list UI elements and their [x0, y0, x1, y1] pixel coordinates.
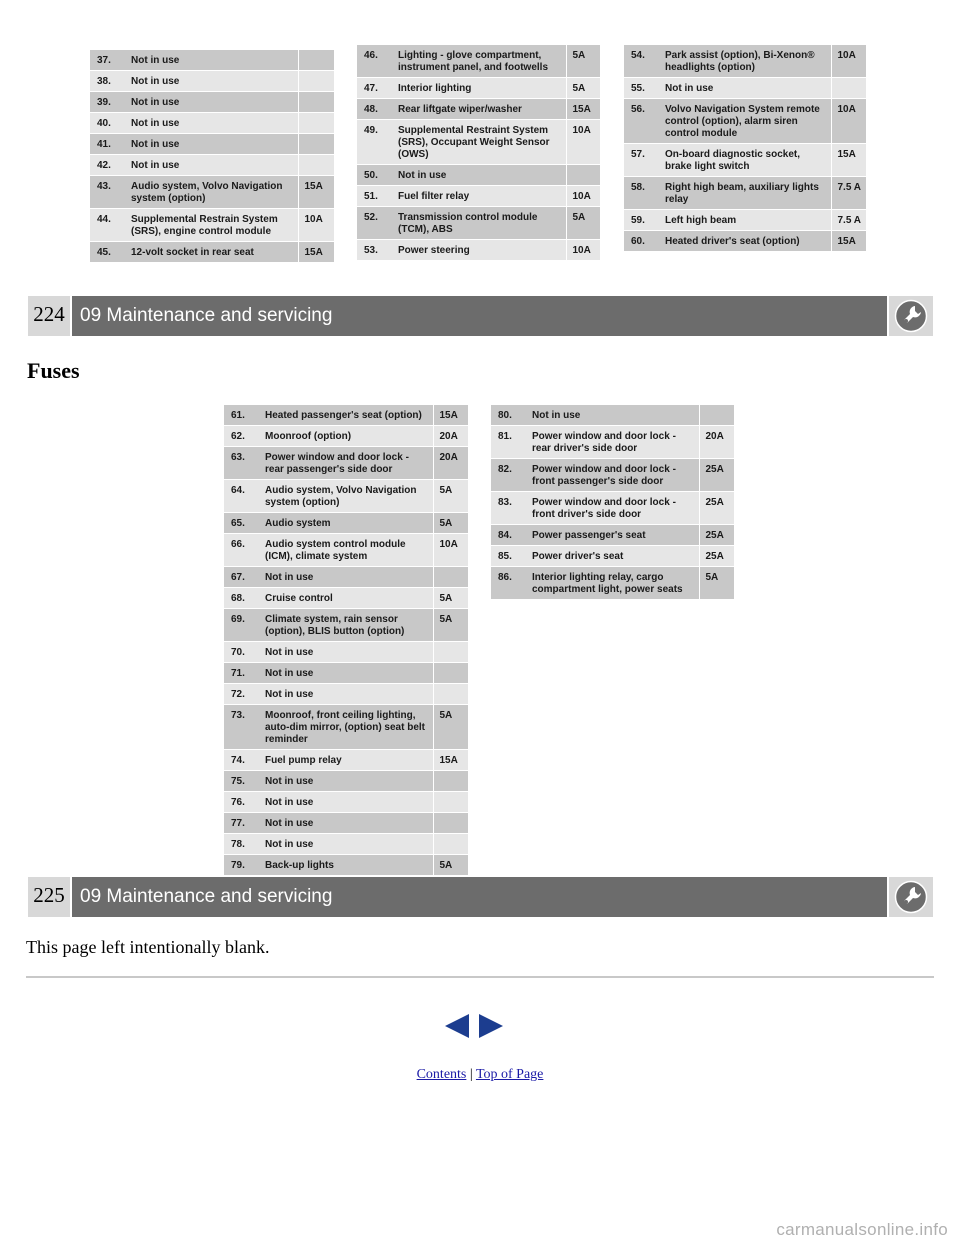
fuse-number: 61.	[224, 405, 265, 426]
fuse-amperage: 5A	[699, 567, 734, 600]
fuse-table-46-53	[357, 45, 600, 261]
fuse-amperage: 15A	[831, 144, 866, 177]
fuse-description: Supplemental Restraint System (SRS), Occupant Weight Sensor (OWS)	[398, 120, 566, 165]
fuse-description: Power driver's seat	[532, 546, 699, 567]
fuse-description: Heated passenger's seat (option)	[265, 405, 433, 426]
fuse-row	[224, 855, 468, 876]
fuse-number: 72.	[224, 684, 265, 705]
fuse-description: Not in use	[532, 405, 699, 426]
fuse-row	[224, 609, 468, 642]
fuse-amperage: 5A	[433, 705, 468, 750]
fuse-amperage	[298, 113, 334, 134]
fuse-description: Back-up lights	[265, 855, 433, 876]
fuse-amperage: 5A	[566, 45, 600, 78]
fuse-amperage	[433, 771, 468, 792]
fuse-description: Lighting - glove compartment, instrument panel, and footwells	[398, 45, 566, 78]
fuse-row	[357, 99, 600, 120]
fuse-row	[357, 45, 600, 78]
contents-link[interactable]: Contents	[416, 1067, 467, 1082]
fuse-amperage: 5A	[566, 78, 600, 99]
fuse-row	[90, 50, 334, 71]
fuse-amperage: 10A	[298, 209, 334, 242]
fuse-row	[357, 165, 600, 186]
fuse-description: Right high beam, auxiliary lights relay	[665, 177, 831, 210]
fuse-description: Not in use	[131, 113, 298, 134]
fuse-number: 48.	[357, 99, 398, 120]
fuse-description: Not in use	[131, 71, 298, 92]
fuse-amperage: 15A	[566, 99, 600, 120]
fuse-number: 58.	[624, 177, 665, 210]
fuse-amperage: 5A	[566, 207, 600, 240]
fuse-number: 45.	[90, 242, 131, 263]
fuse-amperage	[298, 71, 334, 92]
fuse-number: 85.	[491, 546, 532, 567]
link-separator: |	[469, 1067, 473, 1082]
fuse-row	[491, 525, 734, 546]
fuse-description: On-board diagnostic socket, brake light switch	[665, 144, 831, 177]
fuse-number: 38.	[90, 71, 131, 92]
fuse-description: Not in use	[265, 792, 433, 813]
fuse-number: 59.	[624, 210, 665, 231]
fuse-row	[90, 242, 334, 263]
fuse-description: Not in use	[265, 813, 433, 834]
section-title: 09 Maintenance and servicing	[80, 886, 333, 907]
fuse-description: Fuel filter relay	[398, 186, 566, 207]
fuse-amperage	[433, 792, 468, 813]
fuse-number: 82.	[491, 459, 532, 492]
fuse-row	[90, 176, 334, 209]
fuse-amperage: 10A	[831, 99, 866, 144]
fuse-amperage	[433, 834, 468, 855]
fuse-number: 57.	[624, 144, 665, 177]
fuse-amperage: 15A	[831, 231, 866, 252]
fuse-number: 55.	[624, 78, 665, 99]
fuse-amperage: 5A	[433, 855, 468, 876]
fuse-amperage: 10A	[831, 45, 866, 78]
fuse-number: 77.	[224, 813, 265, 834]
fuse-description: Not in use	[131, 92, 298, 113]
fuse-amperage	[433, 663, 468, 684]
blank-page-note: This page left intentionally blank.	[26, 937, 270, 957]
fuse-description: Audio system control module (ICM), climate system	[265, 534, 433, 567]
horizontal-divider	[26, 976, 934, 978]
fuse-description: Interior lighting relay, cargo compartment light, power seats	[532, 567, 699, 600]
fuse-description: Not in use	[265, 663, 433, 684]
fuse-description: Not in use	[265, 771, 433, 792]
fuse-row	[224, 567, 468, 588]
fuse-row	[224, 792, 468, 813]
fuse-row	[90, 113, 334, 134]
fuse-description: Power window and door lock - front driver's side door	[532, 492, 699, 525]
fuse-amperage: 10A	[566, 120, 600, 165]
fuse-number: 53.	[357, 240, 398, 261]
fuse-number: 49.	[357, 120, 398, 165]
fuse-description: Not in use	[265, 834, 433, 855]
fuse-row	[224, 813, 468, 834]
fuse-amperage: 20A	[433, 426, 468, 447]
fuse-description: Climate system, rain sensor (option), BLIS button (option)	[265, 609, 433, 642]
fuse-number: 56.	[624, 99, 665, 144]
fuse-number: 67.	[224, 567, 265, 588]
fuse-number: 68.	[224, 588, 265, 609]
fuse-row	[624, 210, 866, 231]
fuse-number: 63.	[224, 447, 265, 480]
fuse-row	[224, 447, 468, 480]
fuse-row	[491, 405, 734, 426]
fuse-amperage: 15A	[433, 405, 468, 426]
fuse-amperage	[298, 134, 334, 155]
fuse-number: 37.	[90, 50, 131, 71]
arrow-left-icon[interactable]	[443, 1012, 471, 1045]
fuse-row	[357, 240, 600, 261]
section-header-225	[28, 877, 933, 917]
footer-links	[0, 1067, 960, 1083]
fuse-row	[224, 705, 468, 750]
fuses-heading: Fuses	[27, 358, 80, 383]
fuse-amperage: 25A	[699, 525, 734, 546]
section-title: 09 Maintenance and servicing	[80, 305, 333, 326]
fuse-number: 73.	[224, 705, 265, 750]
fuse-description: Not in use	[265, 684, 433, 705]
watermark: carmanualsonline.info	[776, 1220, 948, 1239]
fuse-row	[224, 513, 468, 534]
fuse-row	[624, 177, 866, 210]
fuse-amperage: 5A	[433, 609, 468, 642]
arrow-right-icon[interactable]	[477, 1012, 505, 1045]
fuse-number: 46.	[357, 45, 398, 78]
fuse-amperage	[433, 567, 468, 588]
fuse-description: Fuel pump relay	[265, 750, 433, 771]
fuse-description: Left high beam	[665, 210, 831, 231]
fuse-description: Not in use	[131, 155, 298, 176]
fuse-number: 76.	[224, 792, 265, 813]
fuse-table-54-60	[624, 45, 866, 252]
page-navigation	[443, 1012, 505, 1045]
fuse-number: 44.	[90, 209, 131, 242]
fuse-description: Power steering	[398, 240, 566, 261]
fuse-row	[224, 405, 468, 426]
fuse-number: 54.	[624, 45, 665, 78]
fuse-description: Power window and door lock - rear passenger's side door	[265, 447, 433, 480]
fuse-amperage: 15A	[298, 242, 334, 263]
fuse-description: Power passenger's seat	[532, 525, 699, 546]
fuse-amperage: 7.5 A	[831, 177, 866, 210]
fuse-amperage	[433, 813, 468, 834]
fuse-description: Rear liftgate wiper/washer	[398, 99, 566, 120]
fuse-row	[624, 144, 866, 177]
fuse-row	[90, 155, 334, 176]
fuse-number: 70.	[224, 642, 265, 663]
fuse-row	[624, 45, 866, 78]
fuse-description: Audio system, Volvo Navigation system (option)	[265, 480, 433, 513]
fuse-number: 84.	[491, 525, 532, 546]
fuse-amperage: 20A	[433, 447, 468, 480]
fuse-number: 52.	[357, 207, 398, 240]
fuse-number: 65.	[224, 513, 265, 534]
fuse-description: Transmission control module (TCM), ABS	[398, 207, 566, 240]
fuse-amperage: 10A	[433, 534, 468, 567]
fuse-row	[491, 492, 734, 525]
fuse-row	[357, 78, 600, 99]
fuse-number: 42.	[90, 155, 131, 176]
fuse-number: 40.	[90, 113, 131, 134]
fuse-amperage: 25A	[699, 492, 734, 525]
fuse-amperage	[433, 684, 468, 705]
fuse-row	[224, 642, 468, 663]
fuse-description: Power window and door lock - front passenger's side door	[532, 459, 699, 492]
fuse-row	[224, 684, 468, 705]
fuse-description: 12-volt socket in rear seat	[131, 242, 298, 263]
fuse-number: 74.	[224, 750, 265, 771]
fuse-row	[491, 459, 734, 492]
fuse-row	[357, 120, 600, 165]
fuse-amperage	[699, 405, 734, 426]
fuse-amperage	[298, 50, 334, 71]
fuse-description: Moonroof, front ceiling lighting, auto-dim mirror, (option) seat belt reminder	[265, 705, 433, 750]
fuse-row	[624, 78, 866, 99]
fuse-number: 64.	[224, 480, 265, 513]
fuse-amperage: 15A	[433, 750, 468, 771]
fuse-description: Not in use	[131, 134, 298, 155]
fuse-table-61-79	[224, 405, 468, 876]
top-of-page-link[interactable]: Top of Page	[475, 1067, 544, 1082]
fuse-number: 75.	[224, 771, 265, 792]
wrench-icon	[887, 877, 933, 917]
fuse-description: Not in use	[265, 567, 433, 588]
fuse-description: Cruise control	[265, 588, 433, 609]
fuse-amperage	[298, 155, 334, 176]
page-number: 225	[28, 877, 72, 917]
fuse-row	[224, 534, 468, 567]
fuse-amperage: 5A	[433, 480, 468, 513]
fuse-description: Volvo Navigation System remote control (option), alarm siren control module	[665, 99, 831, 144]
fuse-amperage: 25A	[699, 546, 734, 567]
fuse-number: 79.	[224, 855, 265, 876]
fuse-amperage	[831, 78, 866, 99]
fuse-number: 71.	[224, 663, 265, 684]
fuse-number: 83.	[491, 492, 532, 525]
fuse-amperage: 5A	[433, 513, 468, 534]
fuse-row	[491, 546, 734, 567]
fuse-number: 78.	[224, 834, 265, 855]
fuse-description: Heated driver's seat (option)	[665, 231, 831, 252]
fuse-number: 69.	[224, 609, 265, 642]
fuse-description: Not in use	[398, 165, 566, 186]
fuse-number: 39.	[90, 92, 131, 113]
fuse-row	[491, 567, 734, 600]
fuse-amperage: 5A	[433, 588, 468, 609]
fuse-row	[224, 834, 468, 855]
fuse-description: Supplemental Restrain System (SRS), engine control module	[131, 209, 298, 242]
fuse-row	[357, 186, 600, 207]
fuse-amperage	[433, 642, 468, 663]
fuse-number: 80.	[491, 405, 532, 426]
fuse-description: Power window and door lock - rear driver's side door	[532, 426, 699, 459]
fuse-number: 66.	[224, 534, 265, 567]
fuse-number: 47.	[357, 78, 398, 99]
fuse-amperage: 10A	[566, 186, 600, 207]
page-number: 224	[28, 296, 72, 336]
fuse-amperage: 20A	[699, 426, 734, 459]
fuse-row	[224, 480, 468, 513]
fuse-description: Not in use	[131, 50, 298, 71]
fuse-description: Interior lighting	[398, 78, 566, 99]
fuse-number: 86.	[491, 567, 532, 600]
fuse-description: Moonroof (option)	[265, 426, 433, 447]
fuse-row	[90, 92, 334, 113]
fuse-row	[90, 209, 334, 242]
fuse-amperage	[566, 165, 600, 186]
fuse-amperage: 7.5 A	[831, 210, 866, 231]
fuse-row	[491, 426, 734, 459]
fuse-table-37-45	[90, 50, 334, 263]
fuse-number: 43.	[90, 176, 131, 209]
fuse-amperage: 25A	[699, 459, 734, 492]
fuse-number: 51.	[357, 186, 398, 207]
fuse-description: Park assist (option), Bi-Xenon® headlights (option)	[665, 45, 831, 78]
wrench-icon	[887, 296, 933, 336]
fuse-row	[224, 588, 468, 609]
fuse-description: Not in use	[665, 78, 831, 99]
fuse-row	[224, 663, 468, 684]
fuse-table-80-86	[491, 405, 734, 600]
fuse-amperage	[298, 92, 334, 113]
fuse-row	[224, 426, 468, 447]
fuse-row	[224, 771, 468, 792]
fuse-row	[224, 750, 468, 771]
fuse-row	[624, 99, 866, 144]
fuse-description: Audio system	[265, 513, 433, 534]
section-header-224	[28, 296, 933, 336]
fuse-amperage: 15A	[298, 176, 334, 209]
fuse-number: 41.	[90, 134, 131, 155]
fuse-number: 62.	[224, 426, 265, 447]
fuse-row	[624, 231, 866, 252]
fuse-number: 50.	[357, 165, 398, 186]
fuse-amperage: 10A	[566, 240, 600, 261]
fuse-description: Audio system, Volvo Navigation system (option)	[131, 176, 298, 209]
fuse-row	[357, 207, 600, 240]
fuse-number: 81.	[491, 426, 532, 459]
fuse-description: Not in use	[265, 642, 433, 663]
fuse-row	[90, 134, 334, 155]
fuse-row	[90, 71, 334, 92]
fuse-number: 60.	[624, 231, 665, 252]
